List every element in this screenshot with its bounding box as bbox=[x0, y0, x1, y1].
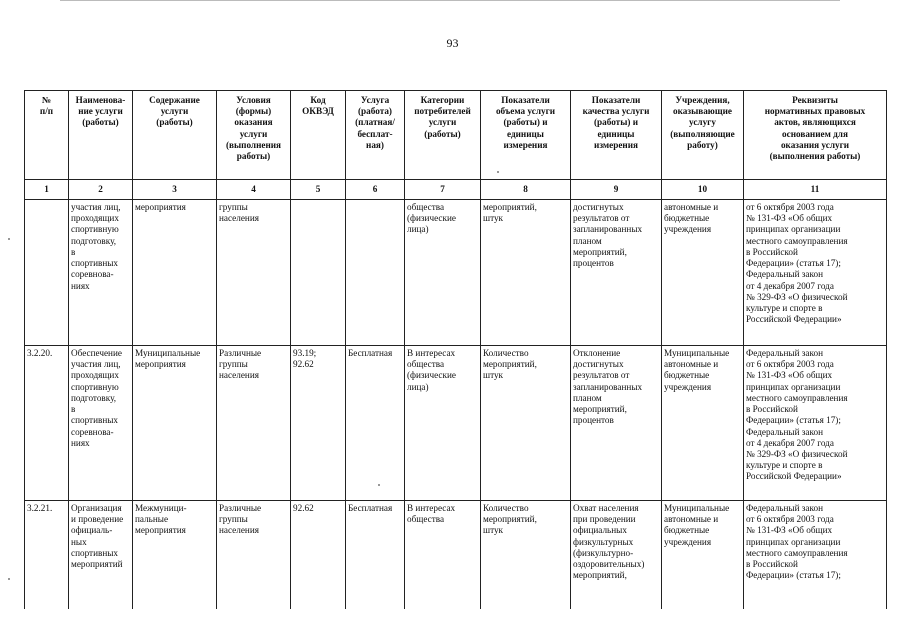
column-number: 2 bbox=[69, 180, 133, 200]
services-table bbox=[24, 90, 887, 609]
table-row bbox=[25, 346, 887, 501]
cell-paid: Бесплатная bbox=[346, 501, 405, 610]
column-number: 8 bbox=[481, 180, 571, 200]
scan-speck bbox=[8, 578, 10, 580]
cell-content: Межмуници- пальные мероприятия bbox=[133, 501, 217, 610]
scan-speck bbox=[497, 171, 499, 173]
header-okved: Код ОКВЭД bbox=[291, 91, 346, 180]
column-number: 11 bbox=[744, 180, 887, 200]
cell-legal: от 6 октября 2003 года № 131-ФЗ «Об общих принципах организации местного самоуправления в Российской Федерации» (статья 17); Федеральный закон от 4 декабря 2007 года № 329-ФЗ «О физической культуре и спорте в Российской Федерации» bbox=[744, 200, 887, 346]
header-num: № п/п bbox=[25, 91, 69, 180]
column-number: 9 bbox=[571, 180, 662, 200]
column-number: 7 bbox=[405, 180, 481, 200]
column-number: 3 bbox=[133, 180, 217, 200]
header-institutions: Учреждения, оказывающие услугу (выполняющие работу) bbox=[662, 91, 744, 180]
scan-speck bbox=[8, 238, 10, 240]
cell-okved: 92.62 bbox=[291, 501, 346, 610]
header-volume: Показатели объема услуги (работы) и единицы измерения bbox=[481, 91, 571, 180]
cell-name: Обеспечение участия лиц, проходящих спортивную подготовку, в спортивных соревнова- ниях bbox=[69, 346, 133, 501]
cell-legal: Федеральный закон от 6 октября 2003 года № 131-ФЗ «Об общих принципах организации местного самоуправления в Российской Федерации» (статья 17); Федеральный закон от 4 декабря 2007 года № 329-ФЗ «О физической культуре и спорте в Российской Федерации» bbox=[744, 346, 887, 501]
table-row bbox=[25, 200, 887, 346]
header-name: Наименова- ние услуги (работы) bbox=[69, 91, 133, 180]
cell-name: участия лиц, проходящих спортивную подготовку, в спортивных соревнова- ниях bbox=[69, 200, 133, 346]
header-conditions: Условия (формы) оказания услуги (выполнения работы) bbox=[217, 91, 291, 180]
cell-consumers: В интересах общества (физические лица) bbox=[405, 346, 481, 501]
header-quality: Показатели качества услуги (работы) и единицы измерения bbox=[571, 91, 662, 180]
cell-paid: Бесплатная bbox=[346, 346, 405, 501]
cell-conditions: группы населения bbox=[217, 200, 291, 346]
cell-volume: Количество мероприятий, штук bbox=[481, 346, 571, 501]
cell-okved: 93.19; 92.62 bbox=[291, 346, 346, 501]
page-number: 93 bbox=[446, 36, 459, 50]
cell-volume: мероприятий, штук bbox=[481, 200, 571, 346]
cell-institutions: Муниципальные автономные и бюджетные учреждения bbox=[662, 501, 744, 610]
column-number: 5 bbox=[291, 180, 346, 200]
column-number: 10 bbox=[662, 180, 744, 200]
cell-paid bbox=[346, 200, 405, 346]
cell-volume: Количество мероприятий, штук bbox=[481, 501, 571, 610]
cell-legal: Федеральный закон от 6 октября 2003 года № 131-ФЗ «Об общих принципах организации местного самоуправления в Российской Федерации» (статья 17); bbox=[744, 501, 887, 610]
header-paid: Услуга (работа) (платная/ бесплат- ная) bbox=[346, 91, 405, 180]
column-number: 1 bbox=[25, 180, 69, 200]
cell-institutions: автономные и бюджетные учреждения bbox=[662, 200, 744, 346]
header-legal: Реквизиты нормативных правовых актов, являющихся основанием для оказания услуги (выполнения работы) bbox=[744, 91, 887, 180]
scan-speck bbox=[378, 484, 380, 486]
cell-num: 3.2.21. bbox=[25, 501, 69, 610]
cell-content: Муниципальные мероприятия bbox=[133, 346, 217, 501]
column-number: 4 bbox=[217, 180, 291, 200]
table-row bbox=[25, 501, 887, 610]
top-scan-edge bbox=[60, 0, 840, 2]
cell-conditions: Различные группы населения bbox=[217, 346, 291, 501]
cell-consumers: общества (физические лица) bbox=[405, 200, 481, 346]
cell-quality: Отклонение достигнутых результатов от запланированных планом мероприятий, процентов bbox=[571, 346, 662, 501]
column-number-row bbox=[25, 180, 887, 200]
cell-num bbox=[25, 200, 69, 346]
header-content: Содержание услуги (работы) bbox=[133, 91, 217, 180]
column-number: 6 bbox=[346, 180, 405, 200]
cell-conditions: Различные группы населения bbox=[217, 501, 291, 610]
cell-num: 3.2.20. bbox=[25, 346, 69, 501]
header-row bbox=[25, 91, 887, 180]
header-consumers: Категории потребителей услуги (работы) bbox=[405, 91, 481, 180]
cell-name: Организация и проведение официаль- ных спортивных мероприятий bbox=[69, 501, 133, 610]
cell-quality: достигнутых результатов от запланированных планом мероприятий, процентов bbox=[571, 200, 662, 346]
cell-quality: Охват населения при проведении официальных физкультурных (физкультурно- оздоровительных) мероприятий, bbox=[571, 501, 662, 610]
cell-consumers: В интересах общества bbox=[405, 501, 481, 610]
cell-institutions: Муниципальные автономные и бюджетные учреждения bbox=[662, 346, 744, 501]
cell-content: мероприятия bbox=[133, 200, 217, 346]
cell-okved bbox=[291, 200, 346, 346]
